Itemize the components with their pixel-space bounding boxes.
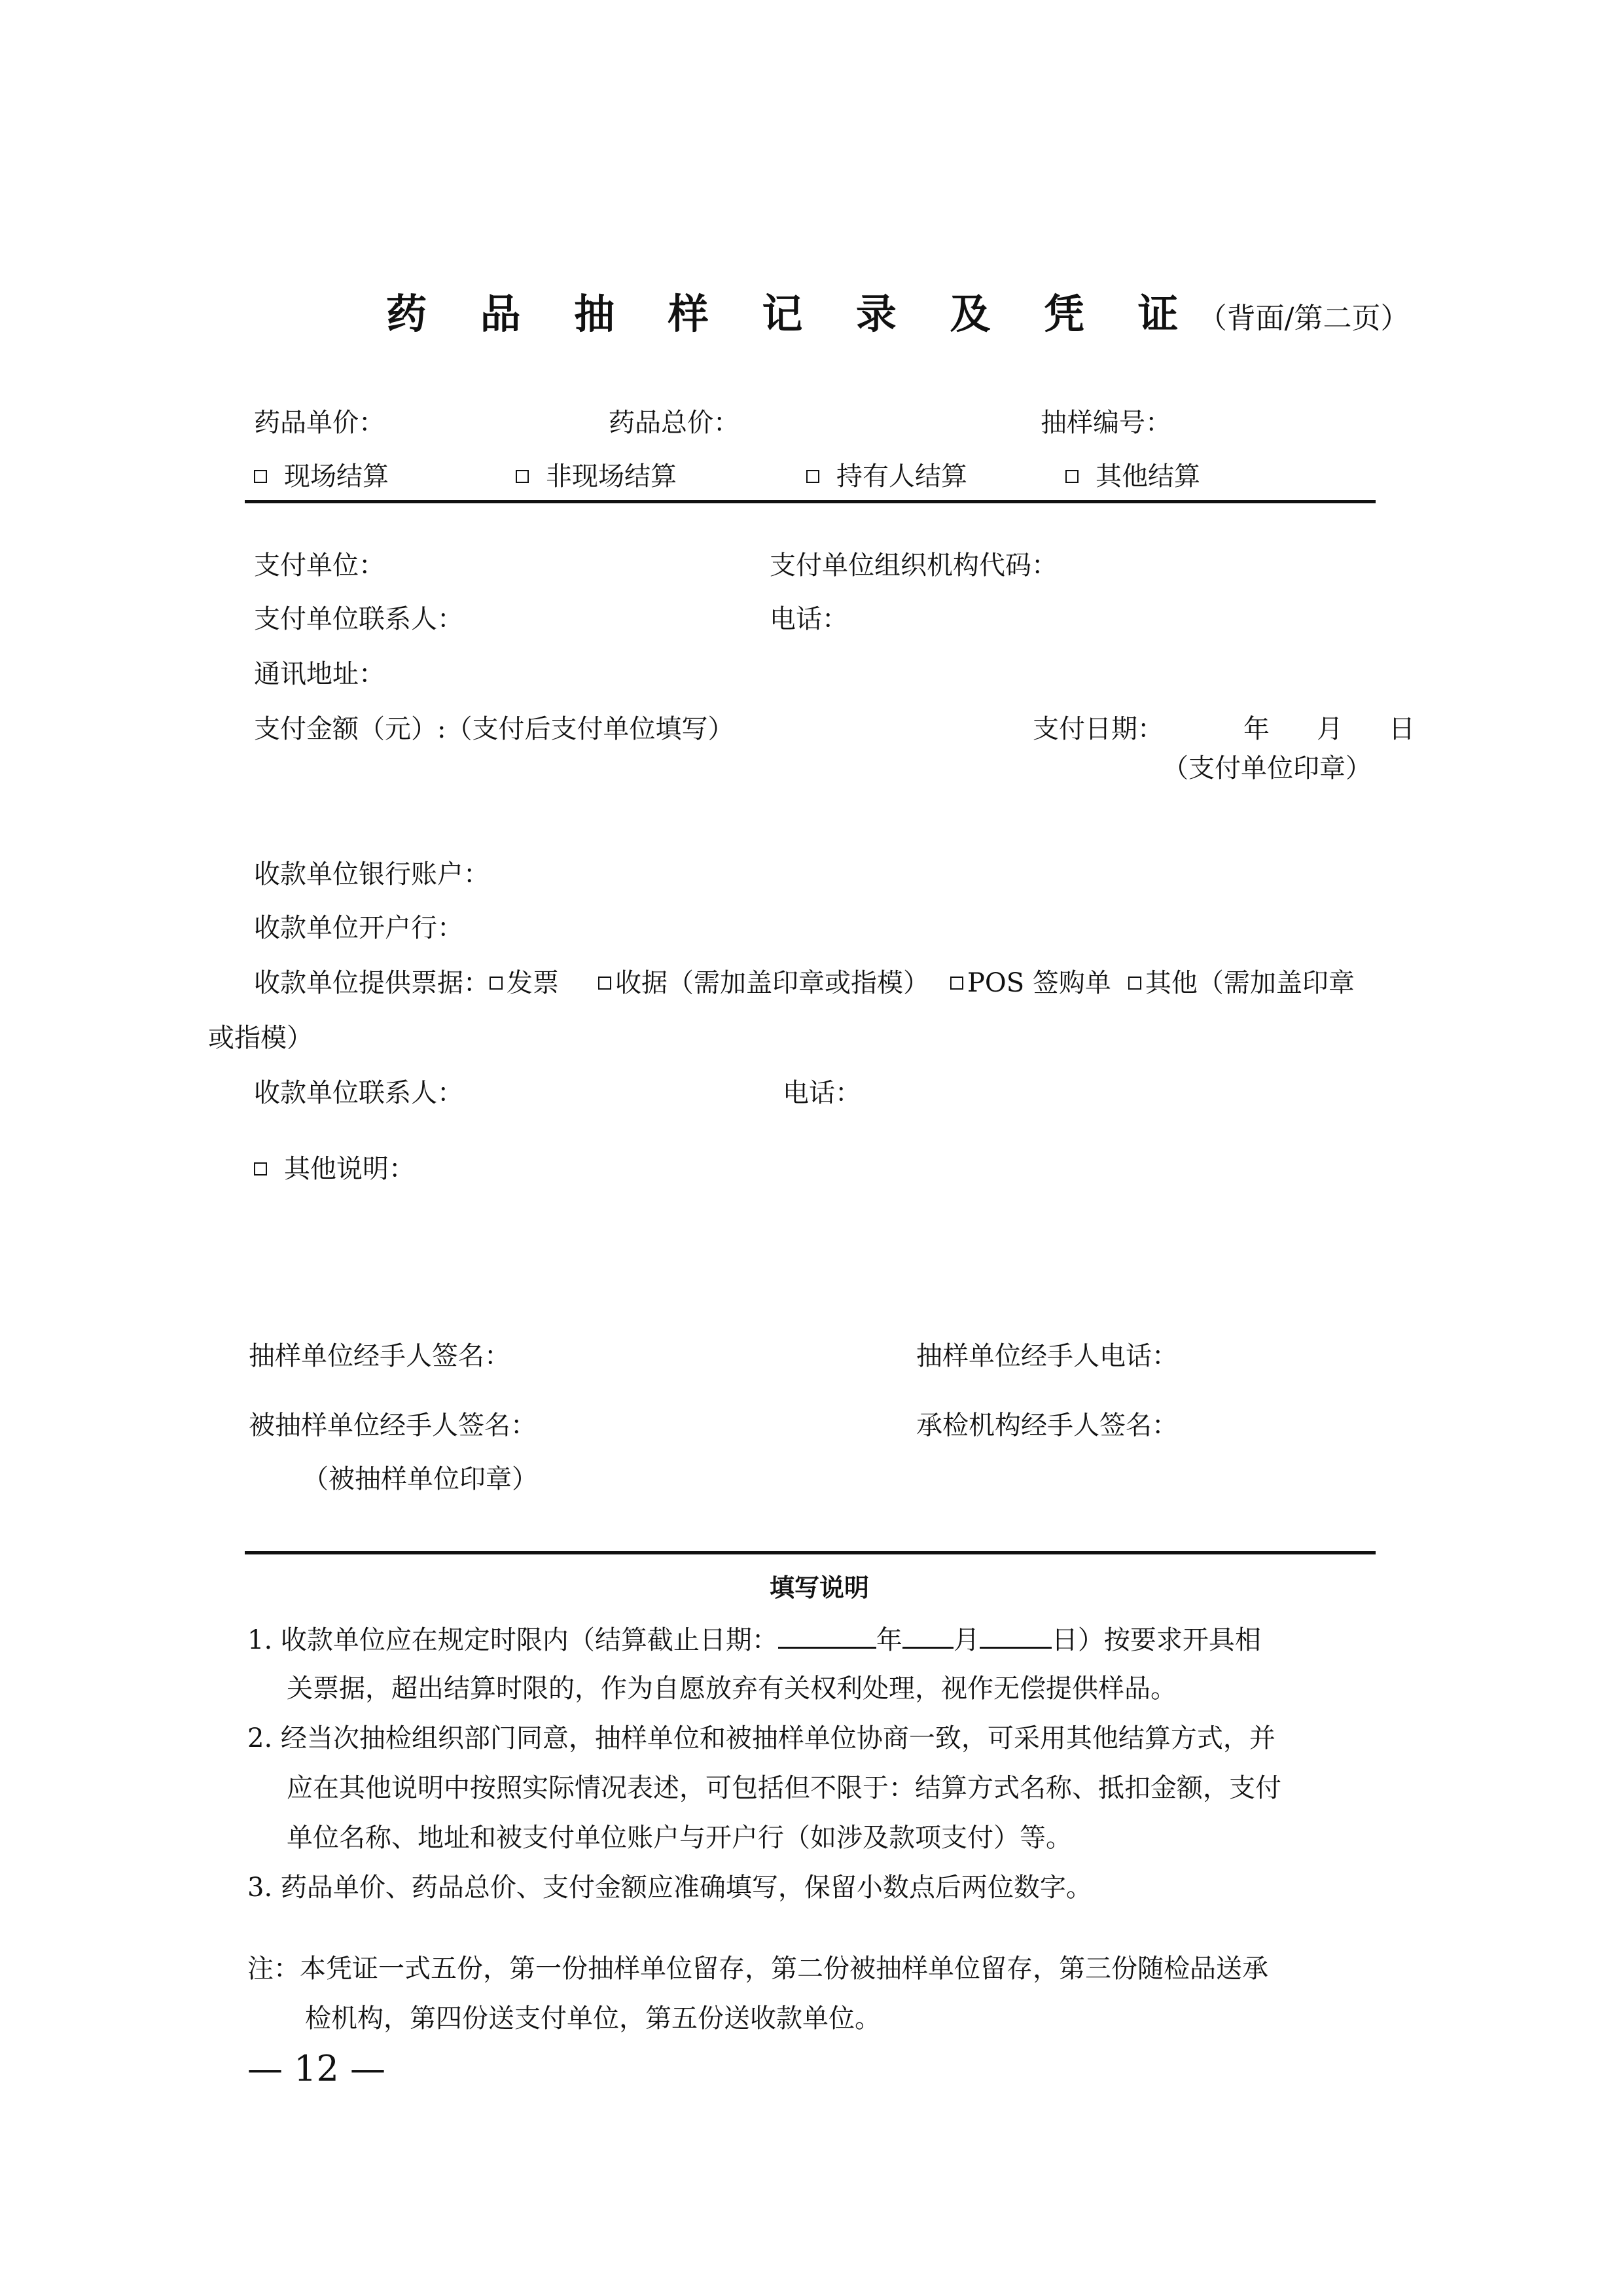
deadline-year-blank[interactable] [778,1621,876,1649]
checkbox-icon[interactable] [806,470,819,483]
deadline-month-blank[interactable] [902,1621,954,1649]
instruction-item-3: 3. 药品单价、药品总价、支付金额应准确填写，保留小数点后两位数字。 [247,1873,1092,1903]
instruction-item-2-line-2: 应在其他说明中按照实际情况表述，可包括但不限于：结算方式名称、抵扣金额，支付 [287,1773,1281,1803]
checkbox-icon[interactable] [254,1162,267,1175]
payer-address-label: 通讯地址： [254,659,385,689]
sample-number-label: 抽样编号： [1041,408,1171,438]
title-subtitle: （背面/第二页） [1198,302,1410,335]
title-main: 药 品 抽 样 记 录 及 凭 证 [386,290,1198,338]
instructions-divider [245,1551,1376,1554]
payee-bank-account-label: 收款单位银行账户： [254,859,490,889]
payee-receipt-label: 收款单位提供票据： [254,968,490,998]
receipt-option-invoice: 发票 [507,968,559,998]
other-notes-option[interactable] [254,1151,415,1187]
instruction-item-2-line-3: 单位名称、地址和被支付单位账户与开户行（如涉及款项支付）等。 [287,1823,1072,1853]
checkbox-icon[interactable] [490,977,503,990]
payer-unit-label: 支付单位： [254,550,385,581]
settlement-option-other[interactable]: 其他结算 [1065,458,1200,495]
receipt-option-pos: POS 签购单 [967,968,1111,998]
deadline-day-blank[interactable] [980,1621,1052,1649]
receipt-option-other-wrap: 或指模） [208,1023,313,1053]
payer-contact-label: 支付单位联系人： [254,604,463,634]
payee-contact-label: 收款单位联系人： [254,1078,463,1108]
page-number: — 12 — [247,2048,386,2089]
payer-phone-label: 电话： [770,604,848,634]
payment-date-month: 月 [1317,714,1343,744]
unit-price-label: 药品单价： [254,408,385,438]
payment-date-day: 日 [1389,714,1415,744]
receipt-option-receipt: 收据（需加盖印章或指模） [615,968,929,998]
sampled-seal-note: （被抽样单位印章） [302,1464,538,1494]
checkbox-icon[interactable] [254,470,267,483]
section-divider [245,500,1376,503]
receipt-option-other: 其他（需加盖印章 [1145,968,1355,998]
checkbox-icon[interactable] [950,977,963,990]
payee-phone-label: 电话： [783,1078,861,1108]
sampler-signature-label: 抽样单位经手人签名： [249,1341,510,1371]
settlement-option-offsite[interactable]: 非现场结算 [516,458,677,495]
payee-bank-label: 收款单位开户行： [254,913,463,943]
sampler-phone-label: 抽样单位经手人电话： [916,1341,1178,1371]
instruction-item-1-line-2: 关票据，超出结算时限的，作为自愿放弃有关权利处理，视作无偿提供样品。 [287,1674,1177,1704]
payer-seal-note: （支付单位印章） [1162,753,1372,783]
payer-org-code-label: 支付单位组织机构代码： [770,550,1058,581]
sampled-signature-label: 被抽样单位经手人签名： [249,1410,537,1441]
payment-date-year: 年 [1243,714,1270,744]
instructions-heading: 填写说明 [770,1573,870,1602]
settlement-option-holder[interactable]: 持有人结算 [806,458,967,495]
checkbox-icon[interactable] [516,470,529,483]
note-line-2: 检机构，第四份送支付单位，第五份送收款单位。 [305,2003,881,2034]
note-line-1: 注：本凭证一式五份，第一份抽样单位留存，第二份被抽样单位留存，第三份随检品送承 [247,1954,1268,1984]
payment-date-label: 支付日期： [1033,714,1164,744]
instruction-item-2-line-1: 2. 经当次抽检组织部门同意，抽样单位和被抽样单位协商一致，可采用其他结算方式，并 [247,1723,1275,1753]
settlement-option-onsite[interactable]: 现场结算 [254,458,389,495]
document-title [386,288,1410,345]
checkbox-icon[interactable] [598,977,611,990]
total-price-label: 药品总价： [609,408,740,438]
checkbox-icon[interactable] [1128,977,1141,990]
checkbox-icon[interactable] [1065,470,1079,483]
payee-receipt-row [254,965,1355,1001]
other-notes-label: 其他说明： [284,1154,415,1184]
inspector-signature-label: 承检机构经手人签名： [916,1410,1178,1441]
instruction-item-1-line-1: 1. 收款单位应在规定时限内（结算截止日期： 年 月 日）按要求开具相 [247,1621,1261,1659]
payment-amount-label: 支付金额（元）:（支付后支付单位填写） [254,714,734,744]
